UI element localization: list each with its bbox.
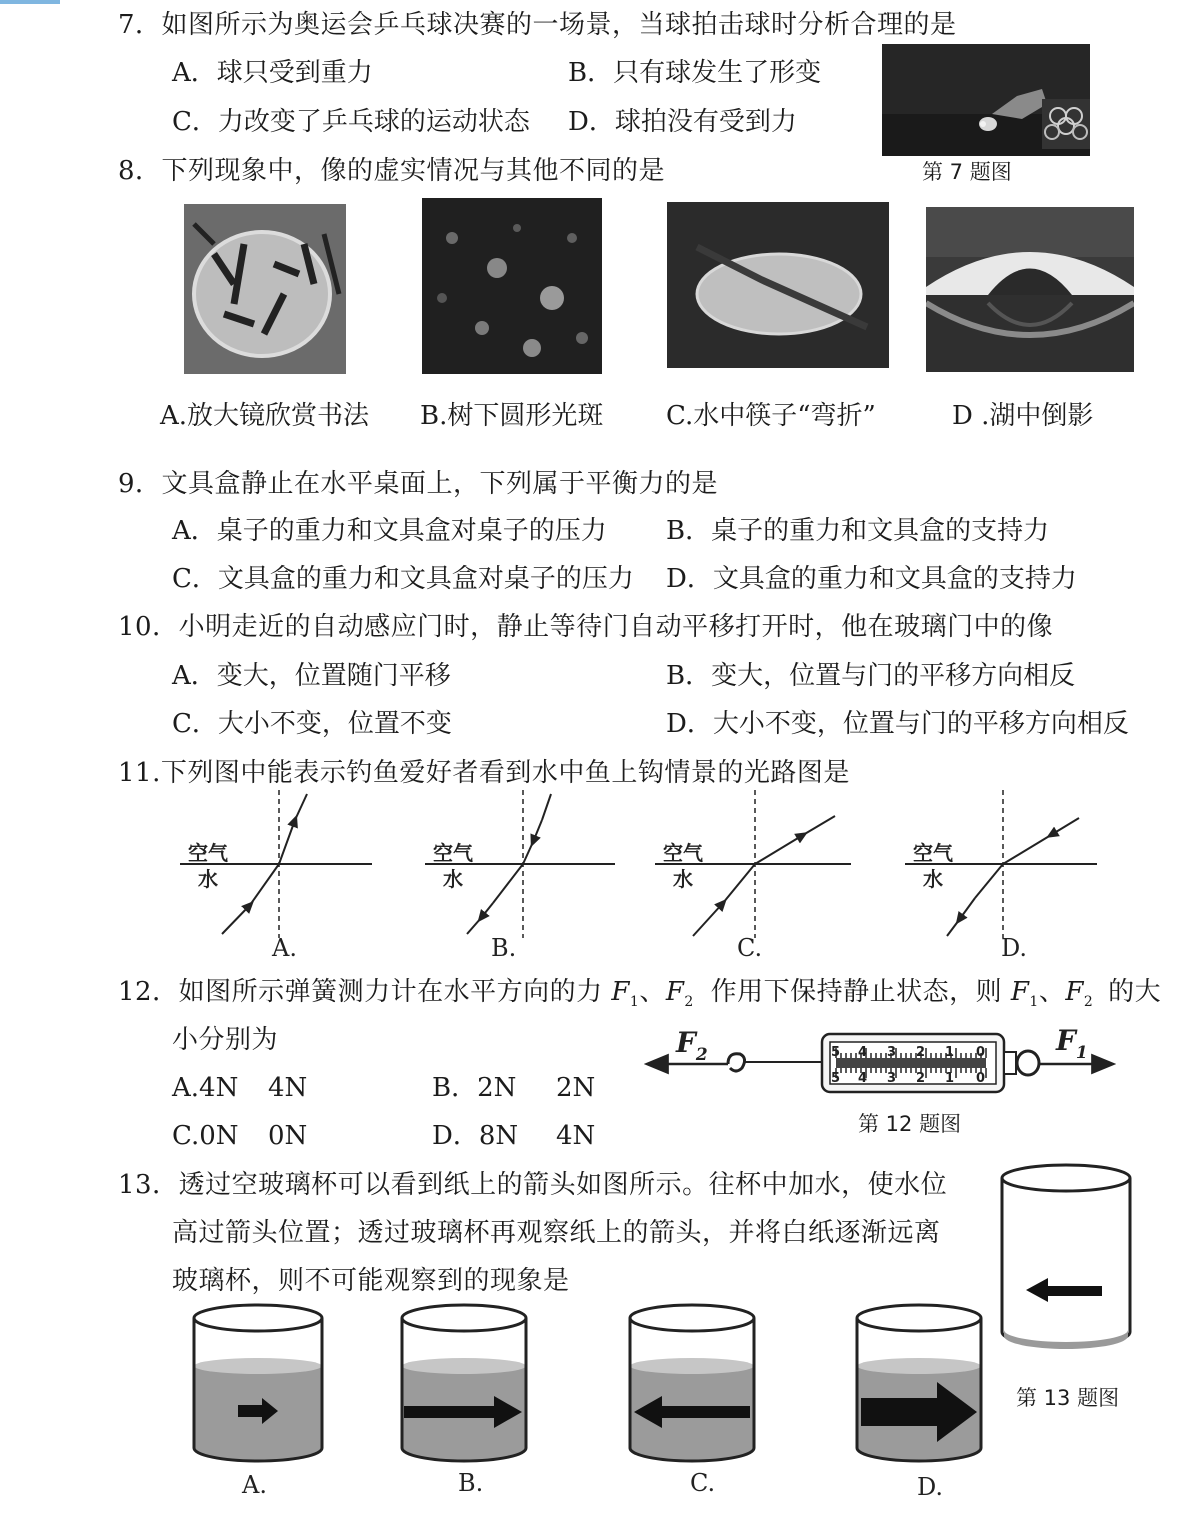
scale-label: 0	[976, 1045, 986, 1060]
q13-glass-b	[398, 1298, 538, 1498]
scale-label: 4	[858, 1045, 868, 1060]
q7-option-b: B．只有球发生了形变	[568, 58, 822, 88]
scale-label: 1	[945, 1045, 955, 1060]
q7-option-d: D．球拍没有受到力	[568, 107, 797, 137]
q7-option-a: A．球只受到重力	[172, 58, 373, 88]
q11-stem: 11.下列图中能表示钓鱼爱好者看到水中鱼上钩情景的光路图是	[118, 758, 850, 788]
scale-label: 5	[831, 1045, 841, 1060]
q12-stem-line2: 小分别为	[172, 1025, 279, 1055]
scale-label: 2	[916, 1071, 926, 1086]
q10-stem: 10．小明走近的自动感应门时，静止等待门自动平移打开时，他在玻璃门中的像	[118, 612, 1054, 642]
q12-stem-line1: 12．如图所示弹簧测力计在水平方向的力 $F_1$、$F_2$ 作用下保持静止状态，则 $F_1$、$F_2$ 的大	[118, 977, 1162, 1011]
q12-option-c-value2: 0N	[268, 1121, 308, 1151]
q7-stem: 7．如图所示为奥运会乒乓球决赛的一场景，当球拍击球时分析合理的是	[118, 10, 957, 40]
q8-photo-tree-light-spots	[422, 198, 602, 374]
q7-figure-caption: 第 7 题图	[922, 160, 1012, 184]
q8-stem: 8．下列现象中，像的虚实情况与其他不同的是	[118, 156, 666, 186]
f2-label: $F_2$	[676, 1026, 708, 1065]
diagram-label: B.	[491, 934, 517, 962]
water-label: 水	[198, 867, 218, 891]
top-edge-mark	[0, 0, 60, 4]
q13-figure-caption: 第 13 题图	[1016, 1386, 1120, 1410]
q13-reference-glass	[996, 1160, 1136, 1360]
q8-option-b: B.树下圆形光斑	[420, 401, 604, 431]
q8-option-c: C.水中筷子“弯折”	[666, 401, 876, 431]
q12-option-b-value1: B．2N	[432, 1073, 517, 1103]
q9-stem: 9．文具盒静止在水平桌面上，下列属于平衡力的是	[118, 469, 719, 499]
scale-label: 5	[831, 1071, 841, 1086]
q8-option-a: A.放大镜欣赏书法	[160, 401, 370, 431]
air-label: 空气	[913, 841, 953, 865]
glass-label: B.	[458, 1469, 484, 1497]
q12-option-d-value2: 4N	[556, 1121, 596, 1151]
q8-photo-lake-reflection	[926, 207, 1134, 372]
glass-label: C.	[690, 1469, 716, 1497]
q10-option-d: D．大小不变，位置与门的平移方向相反	[666, 709, 1129, 739]
q10-option-a: A．变大，位置随门平移	[172, 661, 451, 691]
scale-label: 2	[916, 1045, 926, 1060]
water-label: 水	[443, 867, 463, 891]
q13-stem-line1: 13．透过空玻璃杯可以看到纸上的箭头如图所示。往杯中加水，使水位	[118, 1170, 948, 1200]
glass-label: A.	[242, 1471, 267, 1499]
q12-option-b-value2: 2N	[556, 1073, 596, 1103]
q12-option-a-value2: 4N	[268, 1073, 308, 1103]
q13-glass-c	[626, 1298, 766, 1498]
water-label: 水	[673, 867, 693, 891]
diagram-label: C.	[737, 934, 763, 962]
q13-stem-line3: 玻璃杯，则不可能观察到的现象是	[172, 1266, 570, 1296]
q8-photo-chopstick-in-water	[667, 202, 889, 368]
q9-option-b: B．桌子的重力和文具盒的支持力	[666, 516, 1050, 546]
q13-glass-a	[190, 1298, 330, 1498]
q12-figure-caption: 第 12 题图	[858, 1112, 962, 1136]
glass-label: D.	[917, 1473, 944, 1501]
q12-option-c-value1: C.0N	[172, 1121, 239, 1151]
scale-label: 3	[887, 1045, 897, 1060]
q11-diagram-d	[905, 790, 1105, 960]
q13-stem-line2: 高过箭头位置；透过玻璃杯再观察纸上的箭头，并将白纸逐渐远离	[172, 1218, 941, 1248]
scale-label: 4	[858, 1071, 868, 1086]
q12-spring-balance-figure	[644, 1024, 1119, 1104]
q7-photo-table-tennis	[882, 44, 1090, 156]
q8-photo-magnifier-calligraphy	[184, 204, 346, 374]
scale-label: 3	[887, 1071, 897, 1086]
q8-option-d: D .湖中倒影	[952, 401, 1094, 431]
scale-label: 0	[976, 1071, 986, 1086]
q11-diagram-b	[425, 790, 625, 960]
q13-glass-d	[853, 1298, 993, 1501]
water-label: 水	[923, 867, 943, 891]
q12-option-d-value1: D．8N	[432, 1121, 519, 1151]
q11-diagram-c	[655, 790, 865, 960]
air-label: 空气	[188, 841, 228, 865]
scale-label: 1	[945, 1071, 955, 1086]
air-label: 空气	[433, 841, 473, 865]
q10-option-b: B．变大，位置与门的平移方向相反	[666, 661, 1076, 691]
q9-option-c: C．文具盒的重力和文具盒对桌子的压力	[172, 564, 634, 594]
f1-label: $F_1$	[1056, 1024, 1088, 1063]
diagram-label: D.	[1001, 934, 1028, 962]
diagram-label: A.	[272, 934, 297, 962]
q7-option-c: C．力改变了乒乓球的运动状态	[172, 107, 530, 137]
q10-option-c: C．大小不变，位置不变	[172, 709, 452, 739]
q9-option-a: A．桌子的重力和文具盒对桌子的压力	[172, 516, 607, 546]
q12-option-a-value1: A.4N	[172, 1073, 239, 1103]
q11-diagram-a	[180, 790, 380, 960]
air-label: 空气	[663, 841, 703, 865]
q9-option-d: D．文具盒的重力和文具盒的支持力	[666, 564, 1077, 594]
